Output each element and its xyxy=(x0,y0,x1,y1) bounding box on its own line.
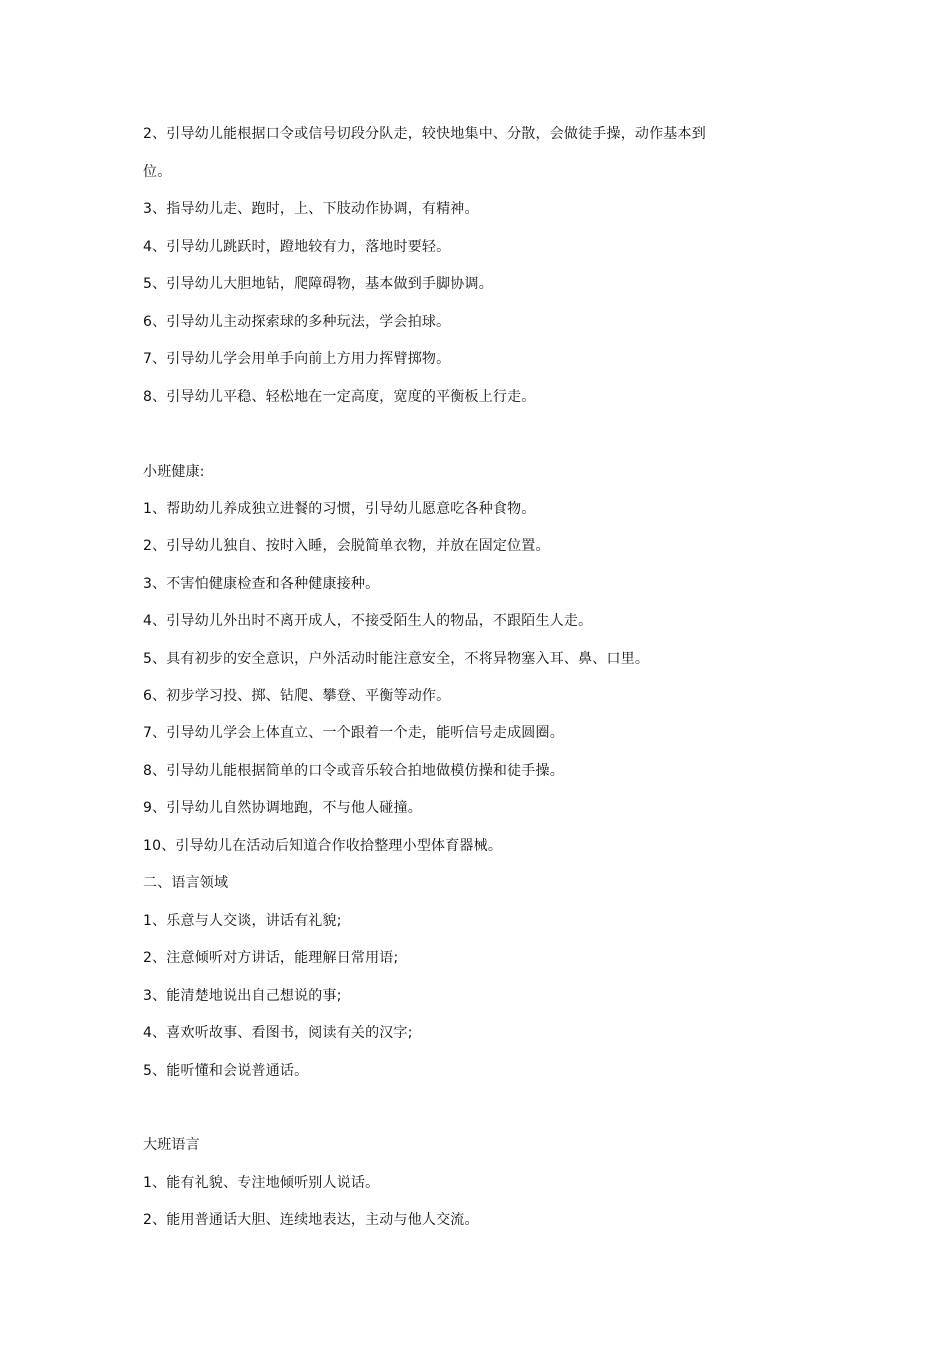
section-heading: 小班健康: xyxy=(143,464,205,480)
paragraph-line: 7、引导幼儿学会用单手向前上方用力挥臂掷物。 xyxy=(143,351,451,367)
paragraph-line: 5、具有初步的安全意识，户外活动时能注意安全，不将异物塞入耳、鼻、口里。 xyxy=(143,651,650,667)
paragraph-line: 4、引导幼儿外出时不离开成人，不接受陌生人的物品，不跟陌生人走。 xyxy=(143,613,593,629)
paragraph-line: 4、喜欢听故事、看图书，阅读有关的汉字; xyxy=(143,1025,413,1041)
paragraph-line: 位。 xyxy=(143,164,172,180)
section-heading: 大班语言 xyxy=(143,1137,200,1153)
paragraph-line: 5、能听懂和会说普通话。 xyxy=(143,1063,309,1079)
paragraph-line: 6、引导幼儿主动探索球的多种玩法，学会拍球。 xyxy=(143,314,451,330)
paragraph-line: 9、引导幼儿自然协调地跑，不与他人碰撞。 xyxy=(143,800,422,816)
paragraph-line: 2、注意倾听对方讲话，能理解日常用语; xyxy=(143,950,399,966)
paragraph-line: 1、能有礼貌、专注地倾听别人说话。 xyxy=(143,1175,380,1191)
paragraph-line: 1、帮助幼儿养成独立进餐的习惯，引导幼儿愿意吃各种食物。 xyxy=(143,501,536,517)
paragraph-line: 7、引导幼儿学会上体直立、一个跟着一个走，能听信号走成圆圈。 xyxy=(143,725,564,741)
paragraph-line: 1、乐意与人交谈，讲话有礼貌; xyxy=(143,913,342,929)
paragraph-line: 10、引导幼儿在活动后知道合作收拾整理小型体育器械。 xyxy=(143,838,503,854)
paragraph-line: 5、引导幼儿大胆地钻，爬障碍物，基本做到手脚协调。 xyxy=(143,276,493,292)
paragraph-line: 6、初步学习投、掷、钻爬、攀登、平衡等动作。 xyxy=(143,688,451,704)
paragraph-line: 8、引导幼儿能根据简单的口令或音乐较合拍地做模仿操和徒手操。 xyxy=(143,763,564,779)
paragraph-line: 2、引导幼儿独自、按时入睡，会脱简单衣物，并放在固定位置。 xyxy=(143,538,550,554)
paragraph-line: 4、引导幼儿跳跃时，蹬地较有力，落地时要轻。 xyxy=(143,239,451,255)
paragraph-line: 3、能清楚地说出自己想说的事; xyxy=(143,988,342,1004)
paragraph-line: 3、不害怕健康检查和各种健康接种。 xyxy=(143,576,380,592)
section-heading: 二、语言领域 xyxy=(143,875,229,891)
paragraph-line: 2、能用普通话大胆、连续地表达，主动与他人交流。 xyxy=(143,1212,479,1228)
paragraph-line: 3、指导幼儿走、跑时，上、下肢动作协调，有精神。 xyxy=(143,201,479,217)
paragraph-line: 8、引导幼儿平稳、轻松地在一定高度，宽度的平衡板上行走。 xyxy=(143,389,536,405)
paragraph-line: 2、引导幼儿能根据口令或信号切段分队走，较快地集中、分散，会做徒手操，动作基本到 xyxy=(143,126,706,142)
